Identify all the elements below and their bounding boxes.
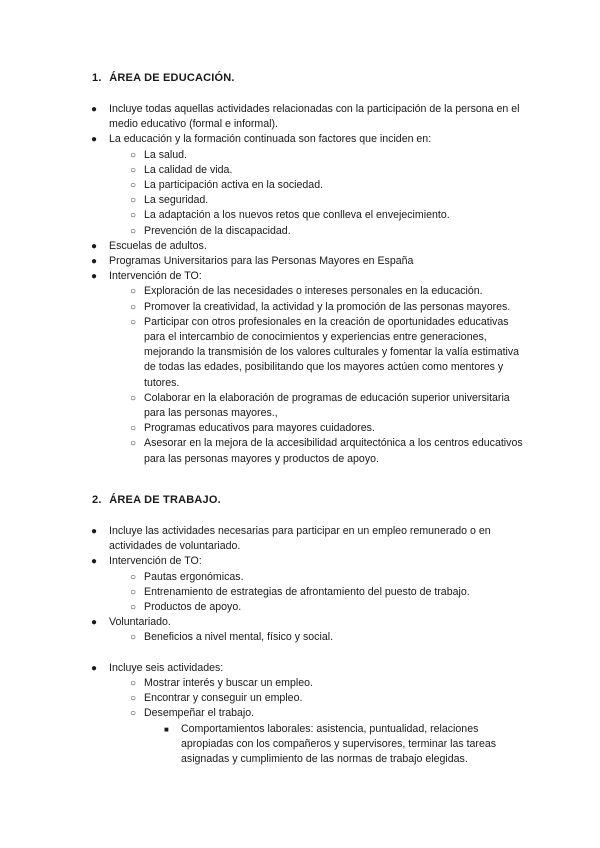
item-text: Beneficios a nivel mental, físico y social. — [144, 631, 334, 644]
item-text: Programas Universitarios para las Personas Mayores en España — [109, 255, 414, 268]
subsublist — [109, 722, 531, 768]
bullet-icon: ○ — [130, 632, 137, 644]
list-item — [91, 102, 531, 132]
sublist-item — [109, 706, 531, 767]
item-text: Asesorar en la mejora de la accesibilidad arquitectónica a los centros educativos para las personas mayores y productos de apoyo. — [144, 437, 523, 465]
item-text: La seguridad. — [144, 194, 209, 207]
bullet-icon: ○ — [130, 602, 137, 614]
sublist — [109, 148, 531, 239]
sublist-item — [109, 570, 531, 585]
item-text: Desempeñar el trabajo. — [144, 707, 255, 720]
list-item — [91, 661, 531, 767]
item-text: Productos de apoyo. — [144, 601, 242, 614]
bullet-icon: ● — [91, 556, 98, 568]
item-text: Comportamientos laborales: asistencia, puntualidad, relaciones apropiadas con los compañeros y supervisores, terminar las tareas asignadas y cumplimiento de las normas de trabajo elegidas. — [181, 722, 497, 766]
sublist-item — [109, 178, 531, 193]
item-text: La calidad de vida. — [144, 163, 233, 176]
subsublist-item — [109, 722, 531, 768]
sublist-item — [109, 600, 531, 615]
bullet-icon: ● — [91, 617, 98, 629]
bullet-icon: ○ — [130, 708, 137, 720]
item-text: Incluye todas aquellas actividades relacionadas con la participación de la persona en el medio educativo (formal e informal). — [109, 103, 520, 131]
sublist — [109, 630, 531, 645]
list-item — [91, 524, 531, 554]
section-number: 1. — [92, 72, 102, 84]
bullet-icon: ○ — [130, 180, 137, 192]
sublist-item — [109, 163, 531, 178]
sublist-item — [109, 421, 531, 436]
bullet-icon: ○ — [130, 316, 137, 328]
item-text: Promover la creatividad, la actividad y la promoción de las personas mayores. — [144, 300, 511, 313]
sublist-item — [109, 224, 531, 239]
item-text: Intervención de TO: — [109, 555, 202, 568]
bullet-icon: ● — [91, 256, 98, 268]
list-item — [91, 132, 531, 238]
item-text: Intervención de TO: — [109, 270, 202, 283]
sublist — [109, 284, 531, 466]
section-number: 2. — [92, 494, 102, 506]
bullet-icon: ■ — [164, 724, 169, 734]
bullet-icon: ○ — [130, 149, 137, 161]
item-text: Voluntariado. — [109, 616, 171, 629]
list-item — [91, 554, 531, 615]
work-list — [91, 524, 531, 767]
item-text: Pautas ergonómicas. — [144, 570, 244, 583]
bullet-icon: ○ — [130, 301, 137, 313]
sublist-item — [109, 436, 531, 466]
bullet-icon: ○ — [130, 164, 137, 176]
item-text: Prevención de la discapacidad. — [144, 224, 291, 237]
item-text: Mostrar interés y buscar un empleo. — [144, 677, 313, 690]
list-item — [91, 615, 531, 645]
list-item — [91, 254, 531, 269]
item-text: Escuelas de adultos. — [109, 239, 207, 252]
sublist-item — [109, 193, 531, 208]
bullet-icon: ○ — [130, 210, 137, 222]
bullet-icon: ● — [91, 662, 98, 674]
bullet-icon: ○ — [130, 438, 137, 450]
bullet-icon: ○ — [130, 693, 137, 705]
item-text: Incluye las actividades necesarias para participar en un empleo remunerado o en actividades de voluntariado. — [109, 525, 491, 553]
sublist-item — [109, 315, 531, 391]
sublist-item — [109, 676, 531, 691]
bullet-icon: ○ — [130, 392, 137, 404]
bullet-icon: ○ — [130, 423, 137, 435]
section-heading-education — [92, 72, 235, 84]
item-text: Encontrar y conseguir un empleo. — [144, 692, 303, 705]
item-text: Participar con otros profesionales en la creación de oportunidades educativas para el intercambio de conocimientos y experiencias entre generaciones, mejorando la transmisión de los valores culturales y fomentar la valía estimativa de todas las edades, posibilitando que los mayores actúen como mentores y tutores. — [144, 315, 520, 389]
bullet-icon: ○ — [130, 286, 137, 298]
section-heading-work — [92, 494, 221, 506]
item-text: Colaborar en la elaboración de programas de educación superior universitaria para las personas mayores., — [144, 391, 510, 420]
bullet-icon: ● — [91, 240, 98, 252]
education-list — [91, 102, 531, 467]
item-text: La adaptación a los nuevos retos que conlleva el envejecimiento. — [144, 209, 450, 222]
bullet-icon: ● — [91, 526, 98, 537]
item-text: La educación y la formación continuada son factores que inciden en: — [109, 133, 432, 146]
bullet-icon: ○ — [130, 571, 137, 583]
sublist-item — [109, 148, 531, 163]
item-text: La participación activa en la sociedad. — [144, 179, 324, 192]
sublist-item — [109, 300, 531, 315]
sublist-item — [109, 691, 531, 706]
section-title: ÁREA DE TRABAJO. — [109, 494, 221, 506]
bullet-icon: ○ — [130, 678, 137, 690]
bullet-icon: ○ — [130, 586, 137, 598]
item-text: Programas educativos para mayores cuidadores. — [144, 422, 375, 435]
sublist-item — [109, 585, 531, 600]
item-text: Exploración de las necesidades o intereses personales en la educación. — [144, 285, 483, 298]
bullet-icon: ● — [91, 104, 98, 115]
item-text: Entrenamiento de estrategias de afrontamiento del puesto de trabajo. — [144, 585, 470, 598]
item-text: La salud. — [144, 148, 187, 161]
sublist-item — [109, 391, 531, 421]
bullet-icon: ● — [91, 271, 98, 283]
sublist-item — [109, 630, 531, 645]
item-text: Incluye seis actividades: — [109, 661, 224, 674]
section-title: ÁREA DE EDUCACIÓN. — [109, 72, 235, 84]
sublist — [109, 676, 531, 767]
sublist-item — [109, 284, 531, 299]
bullet-icon: ● — [91, 134, 98, 146]
bullet-icon: ○ — [130, 225, 137, 237]
sublist-item — [109, 208, 531, 223]
list-item — [91, 269, 531, 467]
sublist — [109, 570, 531, 616]
bullet-icon: ○ — [130, 195, 137, 207]
list-item — [91, 239, 531, 254]
